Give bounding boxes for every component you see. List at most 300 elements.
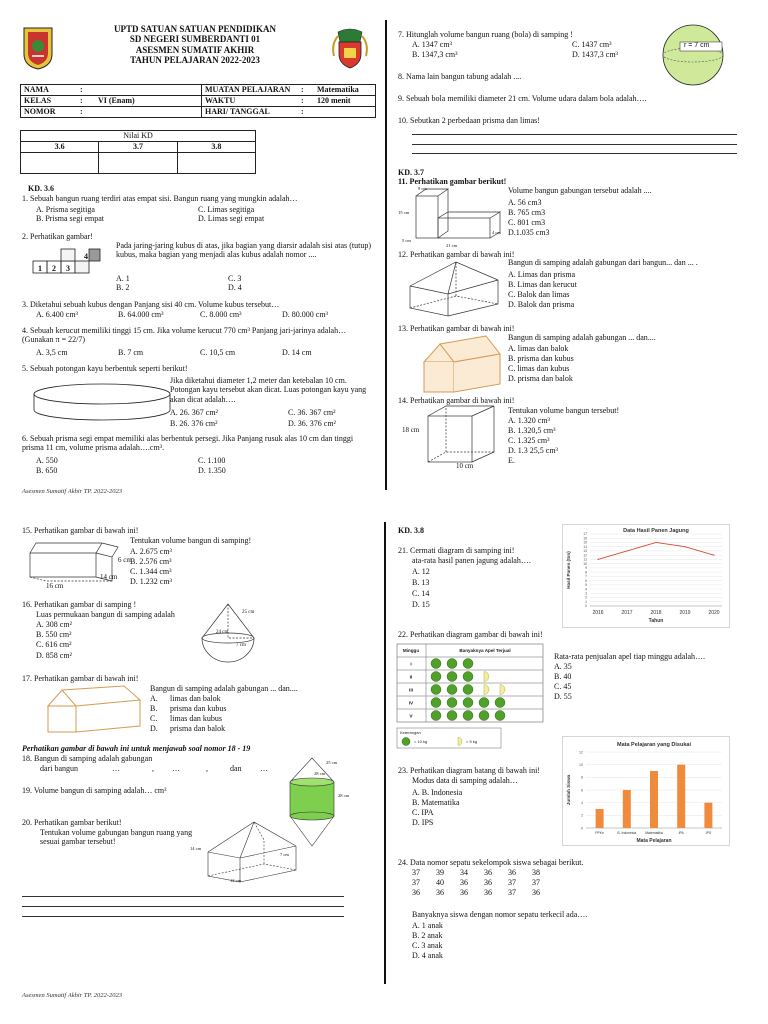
colon: : [77,85,95,96]
value-nomor [95,107,202,118]
colon: : [77,96,95,107]
data-point [626,550,627,551]
question-3: 3. Diketahui sebuah kubus dengan Panjang sisi 40 cm. Volume kubus tersebut… [22,300,280,309]
fig14-label-height: 18 cm [402,426,420,434]
header-line-2: SD NEGERI SUMBERDANTI 01 [129,34,261,45]
q2-option-a[interactable]: A. 1 [116,274,130,283]
shoe-size-value: 37 [412,868,420,877]
chart-frame [563,737,730,846]
y-tick-label: 1 [585,599,587,604]
q24-option-c[interactable]: C. 3 anak [412,941,443,950]
label-waktu: WAKTU [202,96,299,107]
y-tick-label: 16 [583,536,587,541]
column-divider-bottom [384,522,386,984]
q15-option-b[interactable]: B. 2.576 cm³ [130,557,172,566]
q1-option-a[interactable]: A. Prisma segitiga [36,205,95,214]
q17-option-d[interactable]: D. [150,724,158,733]
favorite-subject-bar-chart [562,736,730,846]
y-tick-label: 6 [581,788,583,793]
fig11-label: 5 cm [402,238,411,243]
apple-full-icon [463,711,473,721]
y-tick-label: 3 [585,591,587,596]
fig20-label: 7 cm [280,852,289,857]
fig11-label: 4 cm [492,230,501,235]
q12-option-b[interactable]: B. Limas dan kerucut [508,280,577,289]
question-21: 21. Cermati diagram di samping ini! [398,546,515,555]
q18-blank[interactable]: … [112,764,120,773]
question-11: 11. Perhatikan gambar berikut! [398,177,507,186]
fig16-label: 25 cm [242,610,255,615]
net-num-1: 1 [38,264,42,273]
school-header [60,24,330,65]
q7-option-b[interactable]: B. 1347,3 cm³ [412,50,458,59]
kd-3-6-heading: KD. 3.6 [28,184,54,193]
q7-option-c[interactable]: C. 1437 cm³ [572,40,612,49]
y-tick-label: 10 [583,561,587,566]
q13-option-c[interactable]: C. limas dan kubus [508,364,570,373]
shoe-size-value: 34 [460,868,468,877]
q23-option-b[interactable]: B. Matematika [412,798,460,807]
colon: : [298,96,314,107]
nilai-kd-table [20,130,256,174]
kd-3-7-header: 3.7 [99,142,177,153]
q21-option-d[interactable]: D. 15 [412,600,430,609]
q7-option-d[interactable]: D. 1437,3 cm³ [572,50,618,59]
shoe-data-row [412,878,556,888]
shoe-size-data [412,868,556,898]
header-minggu: Minggu [402,648,420,653]
question-10: 10. Sebutkan 2 perbedaan prisma dan limas! [398,116,540,125]
q13-text: Bangun di samping adalah gabungan ... dan.... [508,333,656,342]
q23-text: Modus data di samping adalah… [412,776,518,785]
question-4: 4. Sebuah kerucut memiliki tinggi 15 cm. Jika volume kerucut 770 cm³ Panjang jari-jarinya adalah…(Gunakan π = 22/7) [22,326,347,345]
bar [596,809,604,828]
q11-option-b[interactable]: B. 765 cm3 [508,208,546,217]
shoe-size-value: 38 [532,868,540,877]
q3-option-c[interactable]: C. 8.000 cm³ [200,310,242,319]
q4-option-c[interactable]: C. 10,5 cm [200,348,236,357]
x-tick-label: 2018 [650,610,662,616]
chart-frame [563,525,730,628]
question-7: 7. Hitunglah volume bangun ruang (bola) di samping ! [398,30,573,39]
q23-option-a[interactable]: A. B. Indonesia [412,788,463,797]
q22-option-b[interactable]: B. 40 [554,672,572,681]
apple-full-icon [431,659,441,669]
y-tick-label: 9 [585,566,587,571]
y-tick-label: 14 [583,544,587,549]
q14-text: Tentukan volume bangun tersebut! [508,406,620,415]
q13-option-d[interactable]: D. prisma dan balok [508,374,573,383]
y-tick-label: 0 [585,604,587,609]
label-nomor: NOMOR [21,107,78,118]
prism-pyramid-figure [404,258,504,320]
q21-option-b[interactable]: B. 13 [412,578,430,587]
q14-option-d[interactable]: D. 1.3 25,5 cm³ [508,446,558,455]
q17-option-c-text: limas dan kubus [170,714,222,723]
question-23: 23. Perhatikan diagram batang di bawah ini! [398,766,540,775]
fig15-label: 14 cm [100,573,118,581]
q24-option-b[interactable]: B. 2 anak [412,931,443,940]
fig16-label: 24 cm [216,630,229,635]
apple-sales-pictogram [396,642,546,756]
y-tick-label: 2 [585,595,587,600]
q22-option-c[interactable]: C. 45 [554,682,572,691]
apple-full-icon [495,711,505,721]
shoe-size-value: 37 [532,878,540,887]
shoe-size-value: 36 [532,888,540,897]
question-1: 1. Sebuah bangun ruang terdiri atas empat sisi. Bangun ruang yang mungkin adalah… [22,194,298,203]
apple-full-icon [431,698,441,708]
apple-full-icon [447,698,457,708]
q18-blank[interactable]: … [260,764,268,773]
q14-option-a[interactable]: A. 1.320 cm³ [508,416,550,425]
net-num-3: 3 [66,264,70,273]
apple-full-icon [463,698,473,708]
question-6: 6. Sebuah prisma segi empat memiliki alas berbentuk persegi. Jika Panjang rusuk alas 10 cm dan tinggi prisma 11 cm, volume prisma adalah….cm³. [22,434,354,453]
y-tick-label: 17 [583,532,587,537]
q16-text: Luas permukaan bangun di samping adalah [36,610,175,619]
legend-title: Keterangan [400,730,421,735]
answer-line[interactable] [22,896,344,897]
label-nama: NAMA [21,85,78,96]
q1-option-c[interactable]: C. Limas segitiga [198,205,255,214]
apple-full-icon [495,698,505,708]
x-axis-title: Tahun [648,618,664,624]
y-tick-label: 8 [581,775,583,780]
apple-full-icon [431,711,441,721]
q16-option-d[interactable]: D. 858 cm² [36,651,72,660]
question-12: 12. Perhatikan gambar di bawah ini! [398,250,515,259]
bar [650,771,658,828]
x-tick-label: IPA [678,831,684,835]
answer-line[interactable] [22,916,344,917]
fig15-label: 16 cm [46,582,64,590]
q4-option-b[interactable]: B. 7 cm [118,348,144,357]
shoe-size-value: 36 [412,888,420,897]
legend-apple-full-icon [402,738,410,746]
harvest-line-chart [562,524,730,628]
answer-line[interactable] [412,144,737,145]
chart-title: Mata Pelajaran yang Disukai [617,742,691,748]
y-tick-label: 4 [585,587,587,592]
answer-line[interactable] [412,153,737,154]
footer-page-1: Asesmen Sumatif Akhir TP. 2022-2023 [22,488,122,495]
q6-option-c[interactable]: C. 1.100 [198,456,226,465]
chart-title: Data Hasil Panen Jagung [623,528,689,534]
q17-option-c[interactable]: C. [150,714,158,723]
apple-full-icon [447,672,457,682]
apple-full-icon [447,659,457,669]
y-tick-label: 7 [585,574,587,579]
apple-full-icon [479,711,489,721]
question-2: 2. Perhatikan gambar! [22,232,93,241]
row-label: V [409,714,413,720]
q17-option-b-text: prisma dan kubus [170,704,227,713]
value-kelas: VI (Enam) [95,96,202,107]
label-kelas: KELAS [21,96,78,107]
q11-option-c[interactable]: C. 801 cm3 [508,218,546,227]
shoe-size-value: 36 [508,868,516,877]
colon: : [298,85,314,96]
y-tick-label: 6 [585,578,587,583]
q18-comma: , [152,764,154,773]
q12-text: Bangun di samping adalah gabungan dari bangun... dan ... . [508,258,698,267]
q16-option-a[interactable]: A. 308 cm² [36,620,72,629]
y-tick-label: 8 [585,570,587,575]
nilai-kd-title: Nilai KD [21,131,256,142]
apple-full-icon [447,685,457,695]
net-num-4: 4 [84,252,88,261]
box-figure [424,402,504,466]
y-tick-label: 2 [581,813,583,818]
legend-half-label: = 5 kg [466,739,478,744]
data-point [655,542,656,543]
header-line-4: TAHUN PELAJARAN 2022-2023 [130,55,260,66]
header-line-3: ASESMEN SUMATIF AKHIR [135,44,255,55]
fig20-label: 14 cm [190,846,202,851]
kd-3-8-heading: KD. 3.8 [398,526,424,535]
sphere-radius-label: r = 7 cm [684,42,710,49]
apple-full-icon [463,685,473,695]
apple-full-icon [463,672,473,682]
q17-option-b[interactable]: B. [150,704,158,713]
shoe-size-value: 37 [508,878,516,887]
kd-3-8-score[interactable] [177,153,255,174]
q14-option-e[interactable]: E. [508,456,515,465]
q5-text: Jika diketahui diameter 1,2 meter dan ketebalan 10 cm. Potongan kayu tersebut akan dicat. Luas potongan kayu yang akan dicat adalah…. [170,376,367,404]
q23-option-d[interactable]: D. IPS [412,818,434,827]
value-nama [95,85,202,96]
q2-text: Pada jaring-jaring kubus di atas, jika bagian yang diarsir adalah sisi atas (tutup) kubus, maka bagian yang menjadi alas kubus adalah nomor .... [116,241,371,260]
q5-option-d[interactable]: D. 36. 376 cm² [288,419,336,428]
apple-full-icon [431,672,441,682]
y-tick-label: 10 [579,762,583,767]
q23-option-c[interactable]: C. IPA [412,808,434,817]
row-label: II [409,675,413,681]
apple-full-icon [447,711,457,721]
q13-option-b[interactable]: B. prisma dan kubus [508,354,574,363]
q15-option-a[interactable]: A. 2.675 cm³ [130,547,172,556]
q4-option-a[interactable]: A. 3,5 cm [36,348,68,357]
q4-option-d[interactable]: D. 14 cm [282,348,312,357]
q22-option-a[interactable]: A. 35 [554,662,572,671]
colon: : [298,107,314,118]
question-8: 8. Nama lain bangun tabung adalah .... [398,72,522,81]
shoe-size-value: 39 [436,868,444,877]
question-16: 16. Perhatikan gambar di samping ! [22,600,137,609]
q3-option-a[interactable]: A. 6.400 cm³ [36,310,78,319]
net-num-2: 2 [52,264,56,273]
data-point [597,559,598,560]
q13-option-a[interactable]: A. limas dan balok [508,344,569,353]
instruction-18-19: Perhatikan gambar di bawah ini untuk menjawab soal nomor 18 - 19 [22,744,251,753]
bar [704,803,712,828]
label-hari: HARI/ TANGGAL [202,107,299,118]
q22-option-d[interactable]: D. 55 [554,692,572,701]
q17-option-a[interactable]: A. [150,694,158,703]
q24-text: Banyaknya siswa dengan nomor sepatu terkecil ada…. [412,910,588,919]
pyramid-on-box-figure [200,818,304,884]
kd-3-8-header: 3.8 [177,142,255,153]
apple-full-icon [463,659,473,669]
shoe-size-value: 36 [484,888,492,897]
y-tick-label: 4 [581,800,583,805]
answer-line[interactable] [412,134,737,135]
shoe-data-row [412,888,556,898]
q5-option-a[interactable]: A. 26. 367 cm² [170,408,218,417]
fig11-label: 15 cm [398,210,410,215]
q18-comma: , [206,764,208,773]
x-tick-label: Matematika [645,831,663,835]
y-tick-label: 13 [583,549,587,554]
fig16-label: 7 cm [236,643,246,648]
q15-option-d[interactable]: D. 1.232 cm³ [130,577,172,586]
q2-option-c[interactable]: C. 3 [228,274,242,283]
question-22: 22. Perhatikan diagram gambar di bawah ini! [398,630,543,639]
q22-text: Rata-rata penjualan apel tiap minggu adalah…. [554,652,706,661]
q21-option-a[interactable]: A. 12 [412,567,430,576]
q6-option-a[interactable]: A. 550 [36,456,58,465]
x-tick-label: 2020 [708,610,720,616]
answer-line[interactable] [22,906,344,907]
fig15-label: 6 cm [118,556,132,564]
value-waktu: 120 menit [314,96,376,107]
q12-option-d[interactable]: D. Balok dan prisma [508,300,575,309]
q17-text: Bangun di samping adalah gabungan ... dan.... [150,684,298,693]
wood-disc-figure [30,380,175,430]
q2-option-d[interactable]: D. 4 [228,283,242,292]
fig11-label: 9 cm [418,186,427,191]
q24-option-a[interactable]: A. 1 anak [412,921,443,930]
q21-option-c[interactable]: C. 14 [412,589,430,598]
fig11-label: 21 cm [446,243,458,248]
q7-option-a[interactable]: A. 1347 cm³ [412,40,452,49]
x-tick-label: PPKn [595,831,604,835]
question-15: 15. Perhatikan gambar di bawah ini! [22,526,139,535]
q16-option-b[interactable]: B. 550 cm² [36,630,72,639]
sphere-figure [660,22,726,88]
q17-option-a-text: limas dan balok [170,694,221,703]
column-divider-top [385,20,387,490]
kd-3-7-score[interactable] [99,153,177,174]
q15-option-c[interactable]: C. 1.344 cm³ [130,567,172,576]
shoe-size-value: 36 [436,888,444,897]
row-label: IV [408,701,414,707]
kd-3-6-score[interactable] [21,153,99,174]
y-axis-title: Jumlah Siswa [566,774,571,806]
q5-option-b[interactable]: B. 26. 376 cm² [170,419,218,428]
q16-option-c[interactable]: C. 616 cm² [36,640,72,649]
row-label: I [410,662,412,668]
question-13: 13. Perhatikan gambar di bawah ini! [398,324,515,333]
y-tick-label: 12 [579,750,583,755]
q20-text: Tentukan volume gabungan bangun ruang yang sesuai gambar tersebut! [40,828,193,847]
question-18: 18. Bangun di samping adalah gabungan [22,754,153,763]
value-muatan: Matematika [314,85,376,96]
q12-option-c[interactable]: C. Balok dan limas [508,290,570,299]
data-point [684,546,685,547]
y-axis-title: Hasil Panen (ton) [566,551,571,589]
shoe-size-value: 36 [460,878,468,887]
legend-full-label: = 10 kg [414,739,428,744]
shoe-size-value: 36 [460,888,468,897]
x-tick-label: 2017 [621,610,633,616]
shoe-data-row [412,868,556,878]
question-24: 24. Data nomor sepatu sekelompok siswa sebagai berikut. [398,858,584,867]
value-hari [314,107,376,118]
q24-option-d[interactable]: D. 4 anak [412,951,443,960]
q3-option-d[interactable]: D. 80.000 cm³ [282,310,328,319]
header-title: Banyaknya Apel Terjual [459,648,511,653]
y-tick-label: 12 [583,553,587,558]
q2-option-b[interactable]: B. 2 [116,283,130,292]
q14-option-c[interactable]: C. 1.325 cm³ [508,436,550,445]
x-tick-label: IPS [705,831,712,835]
shoe-size-value: 36 [484,878,492,887]
colon: : [77,107,95,118]
q17-option-d-text: prisma dan balok [170,724,226,733]
x-tick-label: B. Indonesia [617,831,637,835]
q18-dan: dan [230,764,242,773]
fig14-label-width: 10 cm [456,462,474,470]
fig18-label: 28 cm [338,793,350,798]
q1-option-b[interactable]: B. Prisma segi empat [36,214,104,223]
q1-option-d[interactable]: D. Limas segi empat [198,214,265,223]
y-tick-label: 5 [585,583,587,588]
x-tick-label: 2016 [592,610,604,616]
q18-blank[interactable]: … [172,764,180,773]
shoe-size-value: 36 [484,868,492,877]
q6-option-b[interactable]: B. 650 [36,466,58,475]
q12-option-a[interactable]: A. Limas dan prisma [508,270,576,279]
fig20-label: 12 cm [230,878,242,883]
kd-3-6-header: 3.6 [21,142,99,153]
house-shape-figure-2 [44,684,144,736]
q3-option-b[interactable]: B. 64.000 cm³ [118,310,164,319]
shoe-size-value: 40 [436,878,444,887]
fig18-label: 25 cm [326,760,338,765]
q5-option-c[interactable]: C. 36. 367 cm² [288,408,336,417]
combined-prism-figure [398,186,506,244]
apple-full-icon [431,685,441,695]
footer-page-2: Asesmen Sumatif Akhir TP. 2022-2023 [22,992,122,999]
house-shape-figure [420,332,506,396]
q11-option-d[interactable]: D.1.035 cm3 [508,228,550,237]
question-17: 17. Perhatikan gambar di bawah ini! [22,674,139,683]
label-muatan: MUATAN PELAJARAN [202,85,299,96]
bar [677,765,685,828]
y-tick-label: 0 [581,826,583,831]
question-20: 20. Perhatikan gambar berikut! [22,818,122,827]
q15-text: Tentukan volume bangun di samping! [130,536,252,545]
data-point [713,555,714,556]
y-tick-label: 15 [583,540,587,545]
shoe-size-value: 37 [412,878,420,887]
identity-table [20,84,376,118]
q14-option-b[interactable]: B. 1.320,5 cm³ [508,426,556,435]
q6-option-d[interactable]: D. 1.350 [198,466,226,475]
school-emblem [330,26,370,70]
header-line-1: UPTD SATUAN SATUAN PENDIDIKAN [114,24,276,34]
question-19: 19. Volume bangun di samping adalah… cm³ [22,786,167,795]
kd-3-7-heading: KD. 3.7 [398,168,424,177]
apple-full-icon [479,698,489,708]
regency-logo [22,26,54,70]
y-tick-label: 11 [583,557,587,562]
fig18-label: 28 cm [314,771,326,776]
q11-option-a[interactable]: A. 56 cm3 [508,198,542,207]
x-axis-title: Mata Pelajaran [636,838,672,844]
